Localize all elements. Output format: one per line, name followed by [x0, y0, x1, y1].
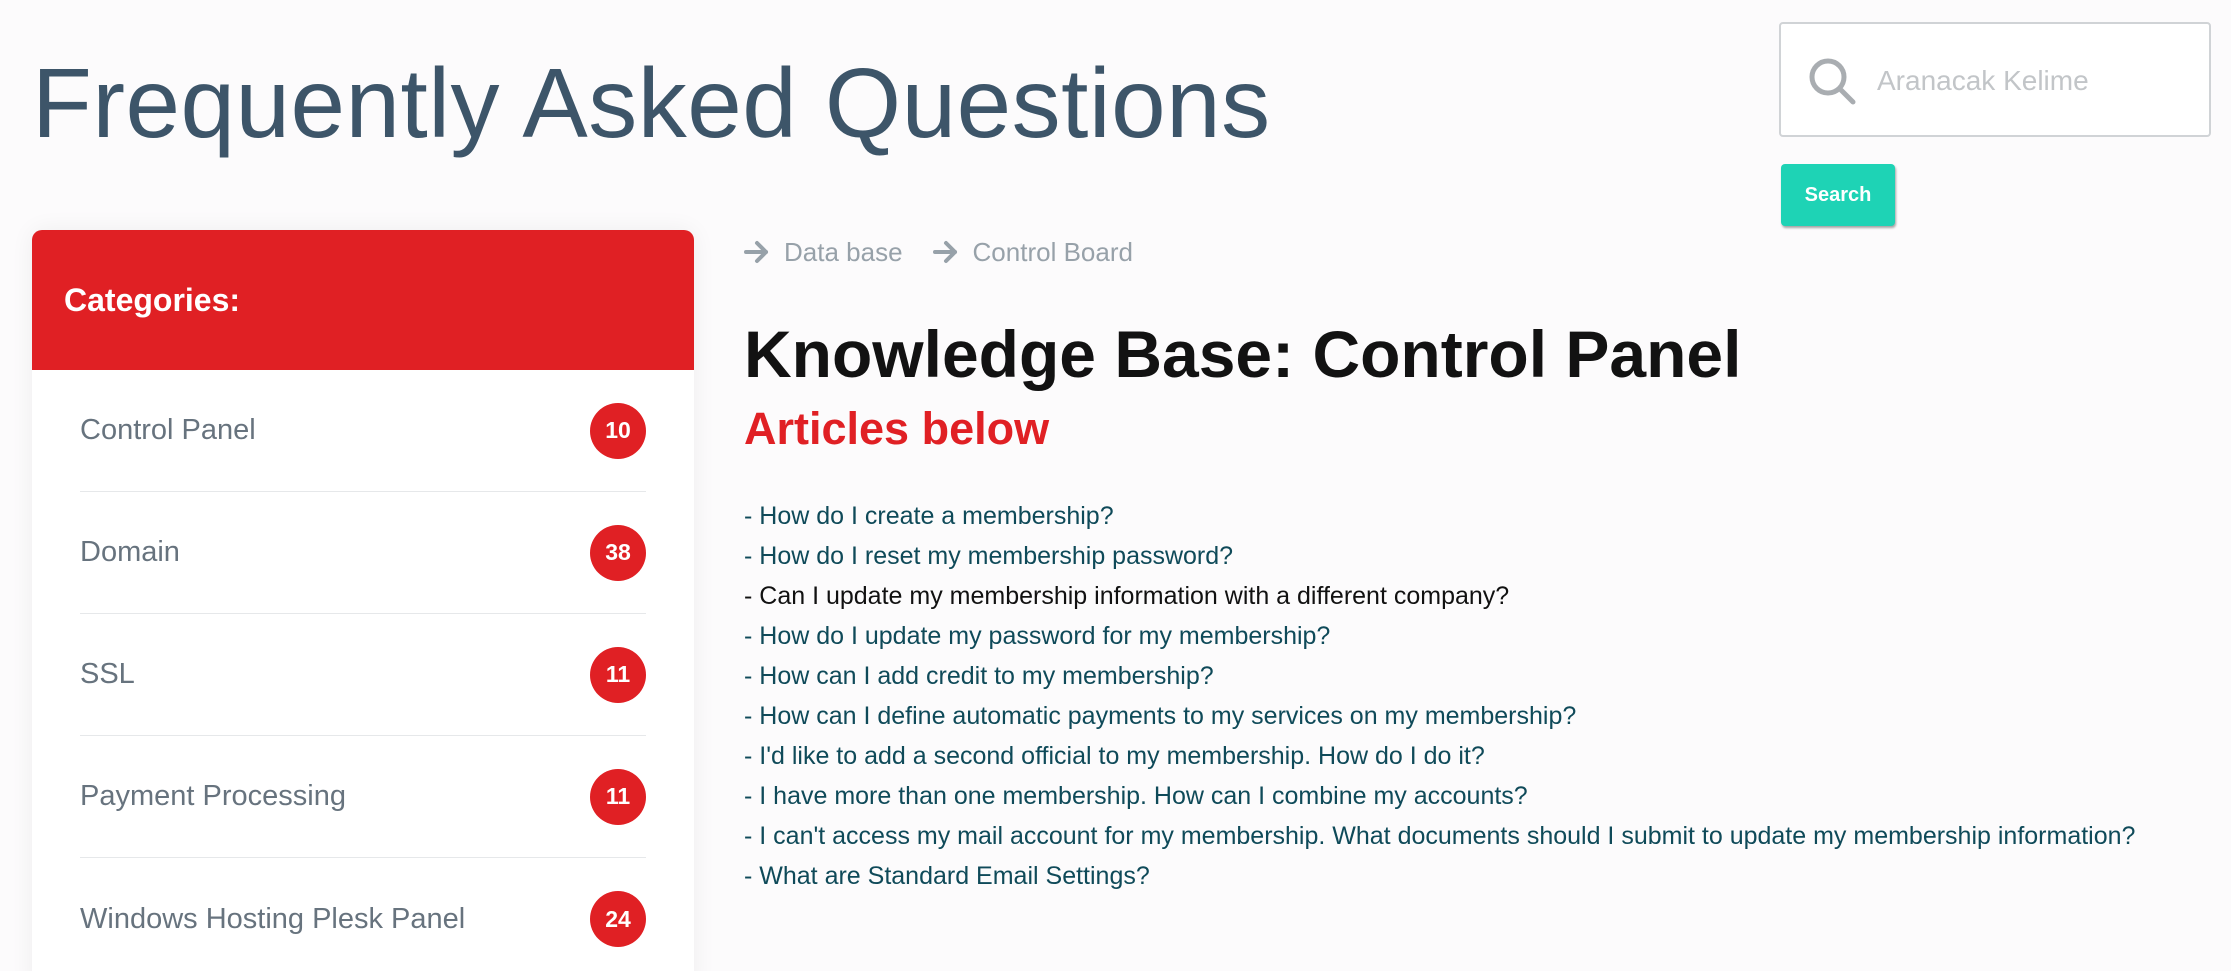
article-list [744, 496, 2135, 896]
search-box[interactable] [1779, 22, 2211, 137]
category-count-badge: 38 [590, 525, 646, 581]
article-link[interactable]: - How do I create a membership? [744, 502, 1114, 530]
category-item-ssl[interactable] [80, 614, 646, 736]
arrow-right-icon [933, 240, 959, 264]
search-icon [1805, 54, 1861, 110]
categories-sidebar [32, 230, 694, 971]
breadcrumb-label: Control Board [972, 236, 1133, 267]
category-item-control-panel[interactable] [80, 370, 646, 492]
category-item-domain[interactable] [80, 492, 646, 614]
article-link[interactable]: - How do I update my password for my membership? [744, 622, 1331, 650]
article-link[interactable]: - How do I reset my membership password? [744, 542, 1234, 570]
article-link[interactable]: - What are Standard Email Settings? [744, 862, 1150, 890]
category-label: Domain [80, 536, 180, 568]
search-input[interactable] [1877, 44, 2197, 118]
category-count-badge: 11 [590, 769, 646, 825]
category-list [32, 370, 694, 971]
article-link[interactable]: - How can I add credit to my membership? [744, 662, 1214, 690]
category-label: SSL [80, 658, 135, 690]
article-link[interactable]: - How can I define automatic payments to my services on my membership? [744, 702, 1577, 730]
category-label: Payment Processing [80, 780, 346, 812]
article-link[interactable]: - I can't access my mail account for my membership. What documents should I submit to update my membership information? [744, 822, 2136, 850]
breadcrumb-item-data-base[interactable] [744, 237, 903, 268]
category-label: Windows Hosting Plesk Panel [80, 902, 466, 935]
category-count-badge: 11 [590, 647, 646, 703]
breadcrumb-item-control-board[interactable] [933, 237, 1133, 268]
search-button[interactable]: Search [1781, 164, 1895, 226]
article-link[interactable]: - Can I update my membership information with a different company? [744, 582, 1510, 610]
breadcrumb-label: Data base [784, 236, 903, 267]
articles-heading: Articles below [744, 403, 1050, 454]
article-link[interactable]: - I have more than one membership. How can I combine my accounts? [744, 782, 1528, 810]
category-label: Control Panel [80, 414, 256, 446]
knowledge-base-title: Knowledge Base: Control Panel [744, 317, 1742, 391]
category-item-windows-hosting-plesk-panel[interactable] [80, 858, 646, 971]
arrow-right-icon [744, 240, 770, 264]
breadcrumb [744, 232, 1163, 272]
category-count-badge: 10 [590, 403, 646, 459]
article-link[interactable]: - I'd like to add a second official to my membership. How do I do it? [744, 742, 1485, 770]
category-count-badge: 24 [590, 891, 646, 947]
sidebar-header [32, 230, 694, 370]
sidebar-title: Categories: [64, 281, 241, 318]
page-title: Frequently Asked Questions [32, 48, 1271, 158]
category-item-payment-processing[interactable] [80, 736, 646, 858]
